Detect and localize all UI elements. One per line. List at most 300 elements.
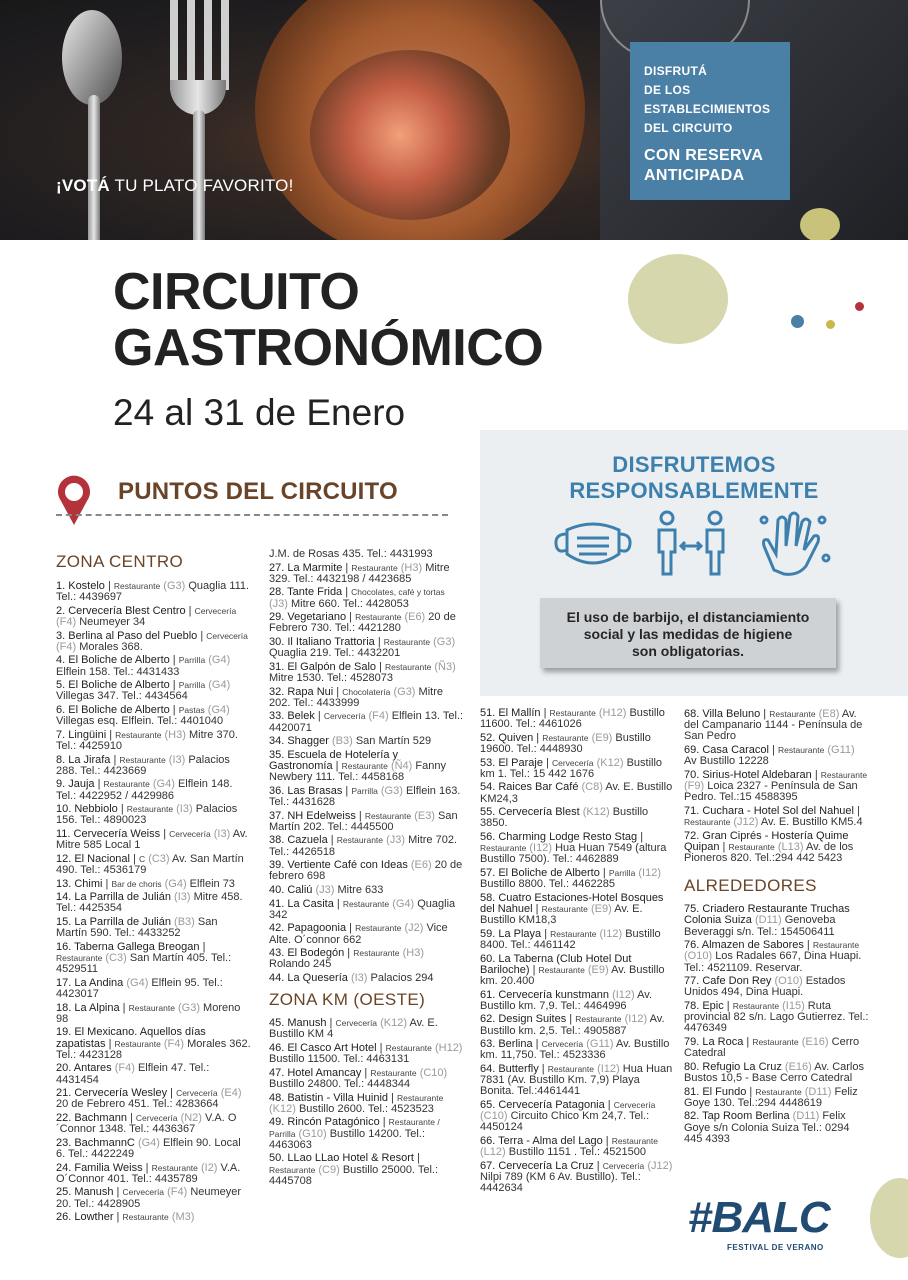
listing-name: 69. Casa Caracol [684, 744, 769, 756]
listing-name: 38. Cazuela [269, 834, 328, 847]
listing-entry: 72. Gran Ciprés - Hostería Quime Quipan | Restaurante (L13) Av. de los Pioneros 820. Tel.:294 442 5423 [684, 829, 854, 864]
listing-entry [684, 976, 869, 998]
listing-address: Av. E. Bustillo KM18,3 [480, 902, 643, 927]
listing-type: Restaurante [341, 760, 388, 771]
listing-entry: 57. El Boliche de Alberto | Parrilla (I12) Bustillo 8800. Tel.: 4462285 [480, 866, 661, 891]
listing-address: Elflein 73 [189, 877, 235, 890]
listing-address: Loica 2327 - Península de San Pedro. Tel.:15 4588395 [684, 780, 858, 804]
listing-type: Restaurante [383, 636, 431, 647]
listing-map-code: (G11) [586, 1038, 614, 1051]
listing-map-code: (F4) [368, 710, 389, 723]
listing-map-code: (G3) [380, 784, 403, 797]
listing-map-code: (E3) [414, 809, 435, 822]
listing-name: 66. Terra - Alma del Lago [480, 1134, 603, 1147]
spoon-image [62, 10, 122, 105]
listing-name: 12. El Nacional [56, 852, 130, 865]
listing-name: 78. Epic [684, 1000, 724, 1012]
listing-type: Restaurante [777, 745, 825, 755]
listing-map-code: (G3) [163, 580, 186, 592]
listing-map-code: (G4) [126, 976, 149, 989]
listing-name: 22. Bachmann [56, 1111, 127, 1124]
listing-type: Restaurante / Parrilla [269, 1117, 440, 1139]
listing-entry: 18. La Alpina | Restaurante (G3) Moreno 98 [56, 1001, 241, 1025]
listing-entry: 53. El Paraje | Cervecería (K12) Bustillo km 1. Tel.: 15 442 1676 [480, 756, 663, 780]
listing-address: Estados Unidos 494, Dina Huapi. [684, 975, 846, 999]
listing-name: 41. La Casita [269, 897, 334, 910]
listing-address: Bustillo 3850. [480, 806, 649, 830]
listing-name: 55. Cervecería Blest [480, 806, 580, 819]
listing-entry: 48. Batistin - Villa Huinid | Restaurante (K12) Bustillo 2600. Tel.: 4523523 [269, 1091, 444, 1115]
listing-address: Hua Huan 7831 (Av. Bustillo Km. 7,9) Playa Bonita. Tel.:4461441 [480, 1062, 673, 1098]
listing-map-code: (G4) [137, 1136, 160, 1149]
listing-name: 16. Taberna Gallega Breogan [56, 940, 200, 953]
listing-type: Pastas [178, 704, 205, 715]
listing-entry: 13. Chimi | Bar de choris (G4) Elflein 73 [56, 877, 235, 890]
listing-name: 3. Berlina al Paso del Pueblo [56, 629, 198, 642]
listing-type: Restaurante [820, 769, 868, 780]
listing-name: 20. Antares [56, 1062, 112, 1075]
listing-name: 53. El Paraje [480, 756, 543, 769]
listing-address: San Martín 590. Tel.: 4433252 [56, 915, 218, 940]
listing-map-code: (K12) [269, 1102, 296, 1115]
listing-name: 50. LLao LLao Hotel & Resort [269, 1152, 414, 1165]
listing-type: Cervecería [135, 1112, 178, 1123]
listing-address: Mitre 370. Tel.: 4425910 [56, 728, 238, 752]
listing-entry: 52. Quiven | Restaurante (E9) Bustillo 19600. Tel.: 4448930 [480, 731, 651, 755]
listing-entry: 67. Cervecería La Cruz | Cervecería (J12) Nilpi 789 (KM 6 Av. Bustillo). Tel.: 4442634 [480, 1159, 673, 1195]
listing-map-code: (B3) [332, 735, 353, 748]
listing-entry: 79. La Roca | Restaurante (E16) Cerro Catedral [684, 1036, 860, 1060]
listing-type: Restaurante [480, 843, 527, 854]
listing-entry: 9. Jauja | Restaurante (G4) Elflein 148. Tel.: 4422952 / 4429986 [56, 778, 233, 802]
listing-type: Restaurante [812, 940, 860, 951]
listing-name: 57. El Boliche de Alberto [480, 866, 600, 879]
listing-name: 29. Vegetariano [269, 611, 347, 624]
green-blob [628, 254, 728, 344]
listing-name: 36. Las Brasas [269, 784, 343, 797]
listing-address: Quaglia 342 [269, 897, 456, 921]
red-dot [855, 302, 864, 311]
listing-address: Av. del Campanario 1144 - Península de San Pedro [684, 708, 863, 743]
listing-map-code: (C3) [148, 852, 170, 865]
listing-address: Bustillo 2600. Tel.: 4523523 [298, 1102, 434, 1115]
listing-address: Elflein 90. Local 6. Tel.: 4422249 [56, 1136, 241, 1160]
listing-type: Restaurante [385, 1042, 432, 1053]
listing-entry [269, 736, 464, 747]
listing-name: 75. Criadero Restaurante Truchas Colonia Suiza [684, 903, 850, 927]
listing-map-code: (H12) [598, 707, 627, 719]
listing-name: 25. Manush [56, 1186, 114, 1199]
listing-address: 20 de Febrero 730. Tel.: 4421280 [269, 611, 456, 635]
listing-address: Elflein 163. Tel.: 4431628 [269, 784, 461, 808]
listing-map-code: (E4) [220, 1087, 242, 1100]
listing-name: 70. Sirius-Hotel Aldebaran [684, 768, 812, 781]
listing-map-code: (I3) [168, 753, 186, 766]
listing-entry: 25. Manush | Cervecería (F4) Neumeyer 20. Tel.: 4428905 [56, 1186, 242, 1210]
listing-type: Parrilla [178, 655, 206, 666]
listing-type: Restaurante [542, 732, 589, 743]
listing-entry: 38. Cazuela | Restaurante (J3) Mitre 702. Tel.: 4426518 [269, 834, 458, 858]
listing-type: Restaurante [342, 898, 390, 909]
listing-address: Bustillo 14200. Tel.: 4463063 [269, 1127, 425, 1151]
listing-map-code: (C10) [480, 1110, 508, 1123]
listing-entry [56, 978, 251, 1000]
listing-name: 43. El Bodegón [269, 947, 345, 960]
listing-name: 42. Papagoonia [269, 922, 347, 935]
listing-name: 24. Familia Weiss [56, 1161, 143, 1174]
listing-entry [684, 1062, 869, 1084]
yellow-dot [800, 208, 840, 240]
listing-address: Cerro Catedral [684, 1036, 860, 1060]
listing-type: Restaurante [115, 729, 162, 740]
listing-entry: 36. Las Brasas | Parrilla (G3) Elflein 163. Tel.: 4431628 [269, 784, 461, 808]
listing-type: Chocolates, café y tortas [351, 587, 445, 598]
listing-address: Mitre 329. Tel.: 4432198 / 4423685 [269, 561, 450, 585]
listing-entry: 42. Papagoonia | Restaurante (J2) Vice Alte. O´connor 662 [269, 922, 448, 946]
listing-entry: 45. Manush | Cervecería (K12) Av. E. Bustillo KM 4 [269, 1017, 438, 1041]
listing-map-code: (D11) [754, 914, 782, 927]
listing-entry: 4. El Boliche de Alberto | Parrilla (G4) Elflein 158. Tel.: 4431433 [56, 654, 231, 678]
listing-name: 19. El Mexicano. Aquellos días zapatistas [56, 1026, 206, 1050]
listing-entry: 51. El Mallín | Restaurante (H12) Bustillo 11600. Tel.: 4461026 [480, 707, 665, 731]
listing-map-code: (J2) [404, 922, 424, 935]
listing-name: 30. Il Italiano Trattoria [269, 635, 375, 648]
listing-address: Av. Mitre 585 Local 1 [56, 827, 248, 852]
listing-address: Vice Alte. O´connor 662 [269, 922, 448, 946]
listing-name: 62. Design Suites [480, 1013, 567, 1026]
listing-entry: 47. Hotel Amancay | Restaurante (C10) Bustillo 24800. Tel.: 4448344 [269, 1066, 448, 1090]
listing-map-code: (E9) [591, 731, 613, 744]
listing-entry: 68. Villa Beluno | Restaurante (E8) Av. del Campanario 1144 - Península de San Pedro [684, 708, 863, 743]
listing-type: Restaurante [541, 903, 588, 914]
listing-name: 17. La Andina [56, 976, 124, 989]
face-mask-icon [553, 510, 633, 576]
listing-address: V.A. O´Connor 1348. Tel.: 4436367 [56, 1111, 237, 1136]
listing-type: Restaurante [370, 1067, 417, 1078]
listing-address: Av. Bustillo km. 7,9. Tel.: 4464996 [480, 988, 653, 1012]
listing-map-code: (E9) [590, 902, 612, 915]
listing-name: 40. Caliú [269, 883, 313, 896]
listing-name: 52. Quiven [480, 731, 534, 744]
listing-address: Morales 368. [79, 640, 143, 653]
listing-map-code: (C9) [318, 1163, 340, 1176]
yellow-small-dot [826, 320, 835, 329]
listing-type: Restaurante [611, 1135, 658, 1146]
listing-address: Palacios 156. Tel.: 4890023 [56, 803, 238, 827]
listing-map-code: (Ñ3) [434, 660, 456, 673]
listing-map-code: (I12) [529, 842, 552, 855]
listing-address: Elflein 148. Tel.: 4422952 / 4429986 [56, 778, 233, 802]
listing-entry [480, 807, 675, 829]
listing-address: Av. Bustillo km. 11,750. Tel.: 4523336 [480, 1038, 670, 1062]
listing-type: Restaurante [119, 754, 166, 765]
listing-address: Av. E. Bustillo KM 4 [269, 1017, 438, 1041]
listing-type: Restaurante [364, 810, 412, 821]
listing-map-code: (F4) [56, 640, 77, 653]
listing-map-code: (K12) [582, 806, 610, 819]
listing-map-code: (F4) [163, 1037, 185, 1050]
listing-type: Restaurante [353, 948, 400, 959]
fork-handle-image [193, 110, 205, 240]
listing-map-code: (J12) [733, 816, 759, 828]
listing-address: J.M. de Rosas 435. Tel.: 4431993 [269, 548, 433, 560]
listing-map-code: (Ñ4) [390, 759, 413, 772]
listing-type: Cervecería [206, 630, 248, 641]
listing-name: 61. Cervecería kunstmann [480, 988, 610, 1001]
listing-type: Restaurante [103, 779, 150, 790]
listing-map-code: (G3) [433, 635, 456, 648]
listing-name: 46. El Casco Art Hotel [269, 1041, 377, 1054]
listing-name: 5. El Boliche de Alberto [56, 679, 170, 692]
listing-map-code: (E8) [818, 708, 840, 720]
listing-map-code: (H3) [402, 947, 424, 960]
listing-map-code: (C8) [581, 781, 603, 794]
listing-name: 32. Rapa Nui [269, 685, 334, 698]
listing-address: Quaglia 219. Tel.: 4432201 [269, 647, 401, 660]
listing-name: 2. Cervecería Blest Centro [56, 604, 186, 617]
listing-type: Parrilla [351, 785, 378, 796]
listing-map-code: (J3) [315, 883, 335, 896]
listing-address: Neumeyer 20. Tel.: 4428905 [56, 1186, 242, 1210]
listing-name: 49. Rincón Patagónico [269, 1116, 380, 1129]
listing-entry: 11. Cervecería Weiss | Cervecería (I3) Av. Mitre 585 Local 1 [56, 827, 248, 852]
listing-address: Palacios 288. Tel.: 4423669 [56, 753, 230, 777]
listing-name: 31. El Galpón de Salo [269, 660, 377, 673]
listing-name: 33. Belek [269, 710, 315, 723]
listing-entry: 71. Cuchara - Hotel Sol del Nahuel | Restaurante (J12) Av. E. Bustillo KM5.4 [684, 804, 863, 828]
listing-column-3 [480, 708, 675, 1197]
listing-entry: 5. El Boliche de Alberto | Parrilla (G4) Villegas 347. Tel.: 4434564 [56, 679, 231, 703]
listing-map-code: (G3) [393, 685, 416, 698]
listing-map-code: (O10) [684, 950, 713, 963]
listing-name: 63. Berlina [480, 1038, 533, 1051]
listing-map-code: (L12) [480, 1146, 506, 1159]
festival-logo-subtitle: FESTIVAL DE VERANO [727, 1243, 824, 1252]
listing-map-code: (L13) [777, 840, 804, 853]
listing-map-code: (I3) [176, 803, 193, 816]
listing-entry [269, 973, 464, 984]
listing-entry: 32. Rapa Nui | Chocolatería (G3) Mitre 202. Tel.: 4433999 [269, 685, 443, 709]
listing-map-code: (I3) [350, 971, 368, 984]
listing-type: Restaurante [550, 928, 597, 939]
listing-map-code: (K12) [380, 1017, 408, 1030]
listing-entry: 22. Bachmann | Cervecería (N2) V.A. O´Connor 1348. Tel.: 4436367 [56, 1111, 237, 1136]
listing-address: Circuito Chico Km 24,7. Tel.: 4450124 [480, 1110, 650, 1134]
listing-type: Restaurante [113, 581, 161, 591]
listing-type: Restaurante [114, 1038, 161, 1049]
listing-entry: 21. Cervecería Wesley | Cervecería (E4) 20 de Febrero 451. Tel.: 4283664 [56, 1087, 242, 1111]
listing-name: 77. Cafe Don Rey [684, 975, 772, 988]
listing-entry: 12. El Nacional | C (C3) Av. San Martín 490. Tel.: 4536179 [56, 852, 244, 876]
listing-entry: 64. Butterfly | Restaurante (I12) Hua Huan 7831 (Av. Bustillo Km. 7,9) Playa Bonita. Tel.:4461441 [480, 1062, 673, 1098]
listing-map-code: (F9) [684, 780, 705, 792]
listing-type: Cervecería [169, 828, 211, 839]
listing-map-code: (M3) [171, 1211, 195, 1224]
listing-type: Restaurante [126, 804, 174, 815]
listing-type: Cervecería [323, 711, 366, 722]
listing-type: C [138, 853, 146, 864]
listing-address: Villegas 347. Tel.: 4434564 [56, 690, 188, 703]
listing-address: Av. E. Bustillo KM5.4 [760, 816, 863, 828]
listing-address: Elflein 158. Tel.: 4431433 [56, 665, 180, 678]
listing-map-code: (I12) [624, 1013, 648, 1026]
listing-type: Bar de choris [111, 878, 162, 889]
listing-entry: 46. El Casco Art Hotel | Restaurante (H12) Bustillo 11500. Tel.: 4463131 [269, 1041, 463, 1066]
listing-name: 60. La Taberna (Club Hotel Dut Bariloche) [480, 952, 632, 976]
listing-name: 10. Nebbiolo [56, 803, 118, 816]
listing-address: Av. San Martín 490. Tel.: 4536179 [56, 852, 244, 876]
listing-name: 48. Batistin - Villa Huinid [269, 1091, 389, 1104]
listing-address: Mitre 633 [337, 883, 384, 896]
listing-name: 1. Kostelo [56, 580, 105, 592]
listing-address: Ruta provincial 82 s/n. Lago Gutierrez. Tel.: 4476349 [684, 1000, 869, 1035]
listing-map-code: (E9) [587, 963, 609, 976]
event-dates: 24 al 31 de Enero [113, 392, 406, 433]
listing-map-code: (I12) [599, 927, 623, 940]
listing-address: Bustillo 11500. Tel.: 4463131 [269, 1053, 410, 1066]
listing-address: Los Radales 667, Dina Huapi. Tel.: 4521109. Reservar. [684, 950, 862, 974]
listing-entry: 8. La Jirafa | Restaurante (I3) Palacios 288. Tel.: 4423669 [56, 753, 230, 777]
listing-name: 65. Cervecería Patagonia [480, 1098, 605, 1111]
listing-map-code: (H3) [400, 561, 423, 574]
listing-map-code: (I12) [638, 866, 661, 879]
listing-name: 44. La Quesería [269, 971, 348, 984]
listing-entry: 19. El Mexicano. Aquellos días zapatistas | Restaurante (F4) Morales 362. Tel.: 4423128 [56, 1026, 251, 1061]
map-pin-icon [56, 473, 92, 527]
listing-address: Mitre 702. Tel.: 4426518 [269, 834, 458, 858]
listing-entry: 1. Kostelo | Restaurante (G3) Quaglia 111. Tel.: 4439697 [56, 580, 250, 604]
listing-map-code: (F4) [56, 616, 77, 628]
listing-map-code: (I2) [200, 1161, 218, 1174]
listing-address: Mitre 202. Tel.: 4433999 [269, 685, 443, 709]
listing-address: 20 de febrero 698 [269, 859, 463, 883]
listing-address: Elflein 47. Tel.: 4431454 [56, 1062, 210, 1086]
listing-address: Bustillo km 1. Tel.: 15 442 1676 [480, 756, 663, 780]
zone-heading: ZONA CENTRO [56, 552, 184, 571]
listing-name: 58. Cuatro Estaciones-Hotel Bosques del Nahuel [480, 891, 664, 915]
listing-address: Moreno 98 [56, 1001, 241, 1025]
listing-type: Restaurante [547, 1063, 594, 1074]
listing-address: Hua Huan 7549 (altura Bustillo 7500). Tel.: 4462889 [480, 842, 667, 866]
listing-entry: 3. Berlina al Paso del Pueblo | Cervecería (F4) Morales 368. [56, 629, 248, 653]
listing-entry: 10. Nebbiolo | Restaurante (I3) Palacios 156. Tel.: 4890023 [56, 803, 238, 827]
listing-address: Villegas esq. Elflein. Tel.: 4401040 [56, 715, 224, 728]
listing-map-code: (E6) [404, 611, 426, 624]
listing-address: San Martín 529 [355, 735, 432, 748]
listing-address: Bustillo 8800. Tel.: 4462285 [480, 878, 615, 891]
listing-name: 21. Cervecería Wesley [56, 1087, 168, 1100]
listing-map-code: (D11) [792, 1110, 820, 1123]
listing-address: Bustillo 11600. Tel.: 4461026 [480, 707, 665, 731]
listing-address: V.A. O´Connor 401. Tel.: 4435789 [56, 1161, 241, 1185]
listing-map-code: (G4) [207, 703, 230, 716]
listing-entry: 29. Vegetariano | Restaurante (E6) 20 de Febrero 730. Tel.: 4421280 [269, 611, 456, 635]
listing-entry: 62. Design Suites | Restaurante (I12) Av. Bustillo km. 2,5. Tel.: 4905887 [480, 1013, 665, 1037]
listing-address: Genoveba Beveraggi s/n. Tel.: 154506411 [684, 914, 836, 938]
listing-map-code: (B3) [174, 915, 195, 928]
listing-type: Restaurante [385, 661, 432, 672]
listing-entry: 56. Charming Lodge Resto Stag | Restaurante (I12) Hua Huan 7549 (altura Bustillo 7500). Tel.: 4462889 [480, 830, 667, 866]
section-title: PUNTOS DEL CIRCUITO [118, 478, 398, 505]
listing-address: 20 de Febrero 451. Tel.: 4283664 [56, 1098, 219, 1111]
spoon-handle-image [88, 95, 100, 240]
listing-address: Felix Goye s/n Colonia Suiza Tel.: 0294 445 4393 [684, 1110, 850, 1145]
listing-map-code: (K12) [596, 756, 624, 769]
listing-address: Av. E. Bustillo KM24,3 [480, 781, 673, 805]
listing-name: 67. Cervecería La Cruz [480, 1159, 594, 1172]
listing-type: Cervecería [335, 1018, 378, 1029]
listing-entry [684, 904, 869, 938]
listing-map-code: (G4) [164, 877, 187, 890]
listing-name: 80. Refugio La Cruz [684, 1060, 782, 1073]
listing-entry: 2. Cervecería Blest Centro | Cervecería (F4) Neumeyer 34 [56, 604, 237, 628]
listing-address: Av. Carlos Bustos 10,5 - Base Cerro Catedral [684, 1060, 864, 1084]
listing-column-1 [56, 552, 251, 1226]
listing-map-code: (I3) [213, 827, 231, 840]
vote-banner: ¡VOTÁ TU PLATO FAVORITO! [56, 176, 294, 195]
listing-name: 39. Vertiente Café con Ideas [269, 859, 408, 872]
listing-address: Bustillo 25000. Tel.: 4445708 [269, 1163, 439, 1187]
listing-name: 82. Tap Room Berlina [684, 1110, 790, 1123]
listing-entry: 41. La Casita | Restaurante (G4) Quaglia 342 [269, 897, 456, 921]
listing-type: Restaurante [355, 612, 402, 623]
listing-map-code: (F4) [114, 1062, 135, 1075]
listing-type: Restaurante [269, 1164, 316, 1175]
listing-type: Restaurante [549, 708, 596, 718]
listing-map-code: (O10) [774, 975, 803, 988]
listing-name: 6. El Boliche de Alberto [56, 703, 170, 716]
listing-entry: 66. Terra - Alma del Lago | Restaurante (L12) Bustillo 1151 . Tel.: 4521500 [480, 1134, 658, 1159]
listing-name: 27. La Marmite [269, 561, 343, 574]
listing-name: 18. La Alpina [56, 1001, 120, 1014]
listing-type: Restaurante [752, 1037, 799, 1047]
listing-map-code: (E16) [801, 1036, 829, 1048]
listing-type: Cervecería [613, 1099, 656, 1110]
listing-type: Restaurante [351, 562, 398, 573]
listing-name: 79. La Roca [684, 1036, 744, 1048]
listing-type: Restaurante [56, 952, 103, 963]
listing-entry: 16. Taberna Gallega Breogan | Restaurante (C3) San Martín 405. Tel.: 4529511 [56, 940, 232, 976]
listing-address: Quaglia 111. Tel.: 4439697 [56, 580, 250, 604]
listing-name: 14. La Parrilla de Julián [56, 891, 171, 904]
listing-name: 68. Villa Beluno [684, 708, 761, 720]
listing-entry [684, 1111, 869, 1145]
zone-heading: ZONA KM (OESTE) [269, 990, 426, 1010]
green-blob-bottom [870, 1178, 908, 1258]
listing-name: 13. Chimi [56, 877, 103, 890]
listing-address: Rolando 245 [269, 958, 332, 971]
listing-type: Restaurante [538, 964, 585, 975]
listing-type: Restaurante [769, 709, 816, 719]
distancing-icon [655, 510, 727, 576]
listing-address: Mitre 458. Tel.: 4425354 [56, 891, 243, 915]
dish-image [310, 50, 510, 220]
zone-heading: ALREDEDORES [684, 876, 817, 896]
listing-name: 56. Charming Lodge Resto Stag [480, 830, 638, 843]
listing-name: 45. Manush [269, 1017, 327, 1030]
listing-address: Feliz Goye 130. Tel.:294 4448619 [684, 1085, 858, 1109]
listing-name: 71. Cuchara - Hotel Sol del Nahuel [684, 804, 854, 817]
listing-name: 72. Gran Ciprés - Hostería Quime Quipan [684, 829, 849, 853]
listing-name: 51. El Mallín [480, 707, 541, 719]
listing-entry [56, 917, 251, 939]
listing-type: Restaurante [122, 1212, 169, 1223]
listing-type: Restaurante [355, 923, 402, 934]
listing-name: 59. La Playa [480, 927, 542, 940]
listing-address: Nilpi 789 (KM 6 Av. Bustillo). Tel.: 4442634 [480, 1170, 641, 1195]
listing-entry: 60. La Taberna (Club Hotel Dut Bariloche) | Restaurante (E9) Av. Bustillo km. 20.400 [480, 952, 665, 987]
listing-entry: 70. Sirius-Hotel Aldebaran | Restaurante (F9) Loica 2327 - Península de San Pedro. Tel.:15 4588395 [684, 768, 868, 804]
